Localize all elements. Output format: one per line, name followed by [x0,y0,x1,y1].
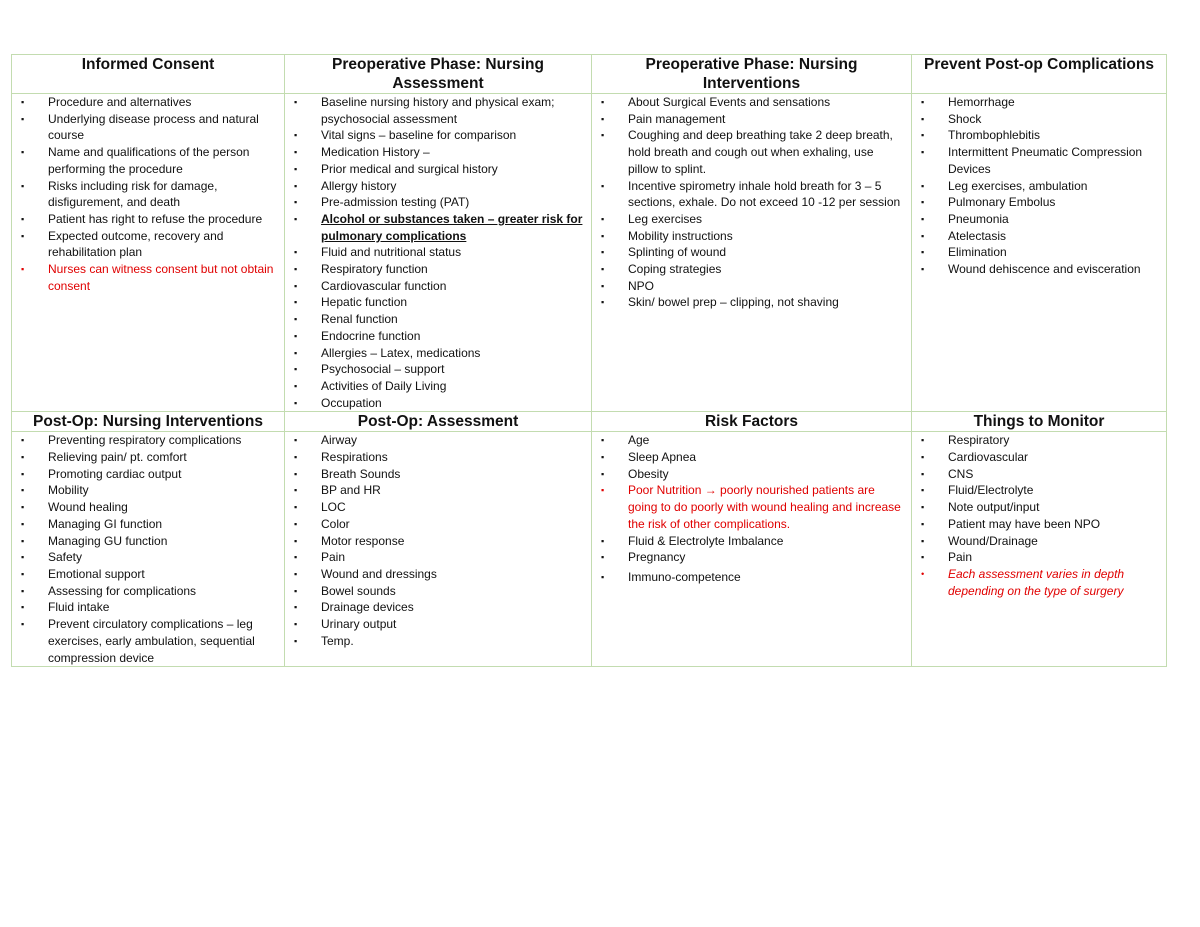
list-item [918,549,1160,566]
header-risk-factors: Risk Factors [592,412,912,432]
bullet-icon: ▪ [601,485,605,496]
cell-prevent-complications [912,94,1167,412]
list-item [598,278,905,295]
list-item [291,533,585,550]
bullet-icon: ▪ [294,468,298,479]
list-item [291,194,585,211]
bullet-icon: ▪ [21,97,25,107]
list-item [918,144,1160,177]
list-things-to-monitor [918,432,1160,599]
list-item-text: Pneumonia [948,211,1009,226]
bullet-icon: ▪ [601,264,605,275]
body-row-bottom [12,432,1167,667]
bullet-icon: ▪ [294,552,298,563]
bullet-icon: ▪ [294,197,298,208]
list-item-text: Each assessment varies in depth depending on the type of surgery [948,566,1125,598]
bullet-icon: ▪ [21,552,25,563]
header-row-bottom [12,412,1167,432]
list-item-text: Managing GU function [48,533,168,548]
list-item-text: Prevent circulatory complications – leg exercises, early ambulation, sequential compression device [48,617,255,665]
list-item [18,549,278,566]
bullet-icon: ▪ [21,518,25,529]
list-item-text: CNS [948,466,974,481]
list-item [918,261,1160,278]
bullet-icon: ▪ [21,568,25,579]
list-item [291,311,585,328]
list-item [918,566,1160,599]
list-item-text: Pain [948,550,973,565]
bullet-icon: ▪ [921,230,925,241]
list-item [18,178,278,211]
list-risk-factors [598,432,905,585]
list-item-text: Renal function [321,312,398,327]
list-item [291,466,585,483]
list-item-text: Mobility instructions [628,228,733,243]
list-item-text: Age [628,433,650,448]
bullet-icon: ▪ [294,247,298,258]
bullet-icon: ▪ [294,568,298,579]
list-item-text: Drainage devices [321,600,414,615]
list-item-text: Allergies – Latex, medications [321,345,481,360]
list-item [291,395,585,412]
list-item [291,144,585,161]
bullet-icon: ▪ [921,213,925,224]
list-item [291,449,585,466]
list-item-text: Underlying disease process and natural course [48,111,259,143]
header-postop-assessment: Post-Op: Assessment [285,412,592,432]
bullet-icon: ▪ [921,452,925,463]
list-item-text: Skin/ bowel prep – clipping, not shaving [628,295,839,310]
list-item [291,94,585,127]
list-item-text: Poor Nutrition → poorly nourished patients are going to do poorly with wound healing and increase the risk of other complications. [628,483,901,531]
list-item-text: About Surgical Events and sensations [628,95,831,109]
bullet-icon: ▪ [601,452,605,463]
list-item [598,549,905,566]
bullet-icon: ▪ [294,452,298,463]
bullet-icon: ▪ [21,264,25,275]
list-item-text: Pulmonary Embolus [948,195,1056,210]
list-item [18,566,278,583]
cell-preop-interventions [592,94,912,412]
bullet-icon: ▪ [294,97,298,107]
list-item [291,599,585,616]
list-preop-interventions [598,94,905,311]
list-item-text: Obesity [628,466,669,481]
list-item-text: Prior medical and surgical history [321,161,498,176]
list-item-text: Patient may have been NPO [948,516,1101,531]
list-item-text: Wound dehiscence and evisceration [948,262,1141,277]
bullet-icon: ▪ [294,619,298,630]
list-item [18,516,278,533]
list-item-text: Occupation [321,395,382,410]
header-postop-interventions: Post-Op: Nursing Interventions [12,412,285,432]
list-item-text: Managing GI function [48,516,163,531]
list-item-text: LOC [321,500,346,515]
list-item-text: Risks including risk for damage, disfigurement, and death [48,178,218,210]
bullet-icon: ▪ [601,571,605,582]
bullet-icon: ▪ [601,180,605,191]
list-item [291,345,585,362]
header-things-to-monitor: Things to Monitor [912,412,1167,432]
list-item-text: Immuno-competence [628,569,741,584]
list-item-text: Medication History – [321,145,430,160]
bullet-icon: ▪ [294,380,298,391]
list-item [598,449,905,466]
list-postop-interventions [18,432,278,666]
list-item-text: Fluid intake [48,600,110,615]
list-item-text: Sleep Apnea [628,450,697,465]
list-item-text: Vital signs – baseline for comparison [321,128,517,143]
bullet-icon: ▪ [601,213,605,224]
list-item-text: Activities of Daily Living [321,378,447,393]
bullet-icon: ▪ [294,330,298,341]
bullet-icon: ▪ [21,147,25,158]
list-item [18,228,278,261]
list-item-text: Pain [321,550,346,565]
list-item-text: Emotional support [48,566,145,581]
bullet-icon: ▪ [601,247,605,258]
cell-risk-factors [592,432,912,667]
list-item [291,261,585,278]
list-item [598,244,905,261]
bullet-icon: ▪ [921,264,925,275]
bullet-icon: ▪ [601,97,605,107]
cell-things-to-monitor [912,432,1167,667]
list-item-text: Temp. [321,633,354,648]
list-prevent-complications [918,94,1160,278]
list-item-text: Bowel sounds [321,583,396,598]
bullet-icon: ▪ [601,552,605,563]
list-item [598,127,905,177]
list-item-text: Wound and dressings [321,566,437,581]
list-item [598,482,905,532]
bullet-icon: ▪ [294,314,298,325]
bullet-icon: ▪ [21,230,25,241]
cell-postop-interventions [12,432,285,667]
bullet-icon: ▪ [294,364,298,375]
list-item [18,144,278,177]
list-item-text: Fluid & Electrolyte Imbalance [628,533,784,548]
list-item-text: Hepatic function [321,295,408,310]
list-item [918,127,1160,144]
header-row-top [12,55,1167,94]
bullet-icon: ▪ [294,163,298,174]
header-informed-consent: Informed Consent [12,55,285,94]
list-item-text: Atelectasis [948,228,1007,243]
bullet-icon: ▪ [21,435,25,446]
list-item-text: Color [321,516,350,531]
list-item-text: Thrombophlebitis [948,128,1041,143]
list-preop-assessment [291,94,585,411]
bullet-icon: ▪ [601,280,605,291]
list-item [18,94,278,111]
bullet-icon: ▪ [21,180,25,191]
list-item [18,449,278,466]
list-item [598,178,905,211]
list-item-text: Pregnancy [628,550,686,565]
bullet-icon: ▪ [601,130,605,141]
bullet-icon: ▪ [21,213,25,224]
list-item-text: BP and HR [321,483,381,498]
list-item [291,278,585,295]
bullet-icon: ▪ [601,230,605,241]
list-item [598,111,905,128]
bullet-icon: ▪ [294,502,298,513]
bullet-icon: ▪ [21,535,25,546]
bullet-icon: ▪ [601,468,605,479]
bullet-icon: ▪ [294,297,298,308]
bullet-icon: ▪ [921,552,925,563]
bullet-icon: ▪ [601,435,605,446]
bullet-icon: ▪ [294,535,298,546]
list-item-text: Coughing and deep breathing take 2 deep breath, hold breath and cough out when exhaling, use pillow to splint. [628,128,893,176]
list-item-text: NPO [628,278,655,293]
list-item [918,432,1160,449]
bullet-icon: ▪ [921,180,925,191]
bullet-icon: ▪ [601,297,605,308]
bullet-icon: ▪ [294,264,298,275]
list-item [291,566,585,583]
bullet-icon: ▪ [921,197,925,208]
bullet-icon: ▪ [21,619,25,630]
list-item-text: Relieving pain/ pt. comfort [48,450,187,465]
list-item-text: Pre-admission testing (PAT) [321,195,470,210]
bullet-icon: ▪ [294,147,298,158]
list-item [291,244,585,261]
bullet-icon: ▪ [294,518,298,529]
list-item [291,549,585,566]
list-item [918,499,1160,516]
list-item [18,111,278,144]
list-item-text: Pain management [628,111,726,126]
list-item [291,499,585,516]
list-item [598,94,905,111]
list-item [598,294,905,311]
list-item-text: Elimination [948,245,1007,260]
list-item-text: Promoting cardiac output [48,466,182,481]
nursing-notes-table [11,54,1167,667]
list-item-text: Expected outcome, recovery and rehabilitation plan [48,228,224,260]
bullet-icon: ▪ [921,130,925,141]
list-item-text: Intermittent Pneumatic Compression Devices [948,145,1143,176]
list-item-text: Baseline nursing history and physical exam; psychosocial assessment [321,95,555,126]
list-item [291,328,585,345]
list-item [598,466,905,483]
list-item-text: Motor response [321,533,405,548]
list-item [918,211,1160,228]
list-item [18,211,278,228]
list-item [18,261,278,294]
list-item [18,482,278,499]
bullet-icon: ▪ [294,397,298,408]
bullet-icon: • [921,568,925,579]
list-item-text: Endocrine function [321,328,421,343]
list-item [18,533,278,550]
bullet-icon: ▪ [21,113,25,124]
list-item [291,583,585,600]
bullet-icon: ▪ [921,147,925,158]
bullet-icon: ▪ [294,485,298,496]
list-item-text: Leg exercises, ambulation [948,178,1088,193]
list-item [291,616,585,633]
list-item [291,482,585,499]
list-item-text: Psychosocial – support [321,362,445,377]
list-item [598,432,905,449]
bullet-icon: ▪ [294,130,298,141]
list-item-text: Cardiovascular function [321,278,447,293]
bullet-icon: ▪ [921,247,925,258]
list-item-text: Procedure and alternatives [48,95,192,109]
list-item [918,516,1160,533]
list-item [18,599,278,616]
list-item [291,178,585,195]
list-item [918,449,1160,466]
bullet-icon: ▪ [294,585,298,596]
list-item-text: Respiratory [948,433,1010,448]
bullet-icon: ▪ [21,468,25,479]
list-item-text: Wound/Drainage [948,533,1038,548]
list-item-text: Incentive spirometry inhale hold breath for 3 – 5 sections, exhale. Do not exceed 10 -12 per session [628,178,901,210]
list-item [291,432,585,449]
bullet-icon: ▪ [921,435,925,446]
list-item [918,178,1160,195]
bullet-icon: ▪ [601,535,605,546]
list-item [918,482,1160,499]
list-item [918,111,1160,128]
list-item [291,211,585,244]
list-item [291,516,585,533]
list-item [598,211,905,228]
body-row-top [12,94,1167,412]
bullet-icon: ▪ [601,113,605,124]
list-item-text: Assessing for complications [48,583,197,598]
list-item [598,261,905,278]
list-informed-consent [18,94,278,294]
list-item-text: Cardiovascular [948,450,1029,465]
list-item-text: Name and qualifications of the person performing the procedure [48,145,250,176]
list-item-text: Shock [948,111,982,126]
bullet-icon: ▪ [294,435,298,446]
header-preop-interventions: Preoperative Phase: Nursing Interventions [592,55,912,94]
list-item [291,161,585,178]
list-item-text: Urinary output [321,617,397,632]
bullet-icon: ▪ [294,602,298,613]
bullet-icon: ▪ [21,485,25,496]
bullet-icon: ▪ [21,602,25,613]
list-item-text: Respirations [321,450,388,465]
list-item-text: Splinting of wound [628,245,727,260]
list-item-text: Leg exercises [628,211,703,226]
list-item [291,127,585,144]
bullet-icon: ▪ [921,518,925,529]
list-item-text: Safety [48,550,83,565]
bullet-icon: ▪ [921,468,925,479]
cell-preop-assessment [285,94,592,412]
list-item [918,533,1160,550]
bullet-icon: ▪ [21,502,25,513]
list-item-text: Patient has right to refuse the procedure [48,211,263,226]
bullet-icon: ▪ [921,502,925,513]
list-item-text: Fluid/Electrolyte [948,483,1034,498]
list-item [291,633,585,650]
list-item-text: Preventing respiratory complications [48,433,242,448]
list-item-text: Fluid and nutritional status [321,245,462,260]
list-item [291,361,585,378]
bullet-icon: ▪ [294,180,298,191]
list-item [18,432,278,449]
bullet-icon: ▪ [294,635,298,646]
bullet-icon: ▪ [921,113,925,124]
bullet-icon: ▪ [294,280,298,291]
header-preop-assessment: Preoperative Phase: Nursing Assessment [285,55,592,94]
cell-postop-assessment [285,432,592,667]
list-item [918,194,1160,211]
list-item-text: Mobility [48,483,89,498]
list-item [18,466,278,483]
list-item-text: Alcohol or substances taken – greater risk for pulmonary complications [321,211,583,243]
bullet-icon: ▪ [921,535,925,546]
list-item [918,466,1160,483]
bullet-icon: ▪ [294,347,298,358]
bullet-icon: ▪ [921,97,925,107]
list-item-text: Hemorrhage [948,95,1015,109]
list-postop-assessment [291,432,585,649]
list-item-text: Note output/input [948,500,1040,515]
list-item [918,228,1160,245]
list-item-text: Coping strategies [628,262,722,277]
list-item [18,583,278,600]
list-item [18,616,278,666]
header-prevent-complications: Prevent Post-op Complications [912,55,1167,94]
list-item [291,378,585,395]
list-item-text: Wound healing [48,500,128,515]
bullet-icon: ▪ [21,452,25,463]
list-item [918,94,1160,111]
list-item [18,499,278,516]
list-item-text: Respiratory function [321,262,428,277]
list-item [918,244,1160,261]
cell-informed-consent [12,94,285,412]
bullet-icon: ▪ [21,585,25,596]
list-item [598,569,905,586]
list-item-text: Breath Sounds [321,466,401,481]
list-item [598,228,905,245]
list-item-text: Airway [321,433,358,448]
bullet-icon: ▪ [294,213,298,224]
list-item [598,533,905,550]
list-item-text: Allergy history [321,178,397,193]
list-item [291,294,585,311]
bullet-icon: ▪ [921,485,925,496]
list-item-text: Nurses can witness consent but not obtain consent [48,262,274,293]
